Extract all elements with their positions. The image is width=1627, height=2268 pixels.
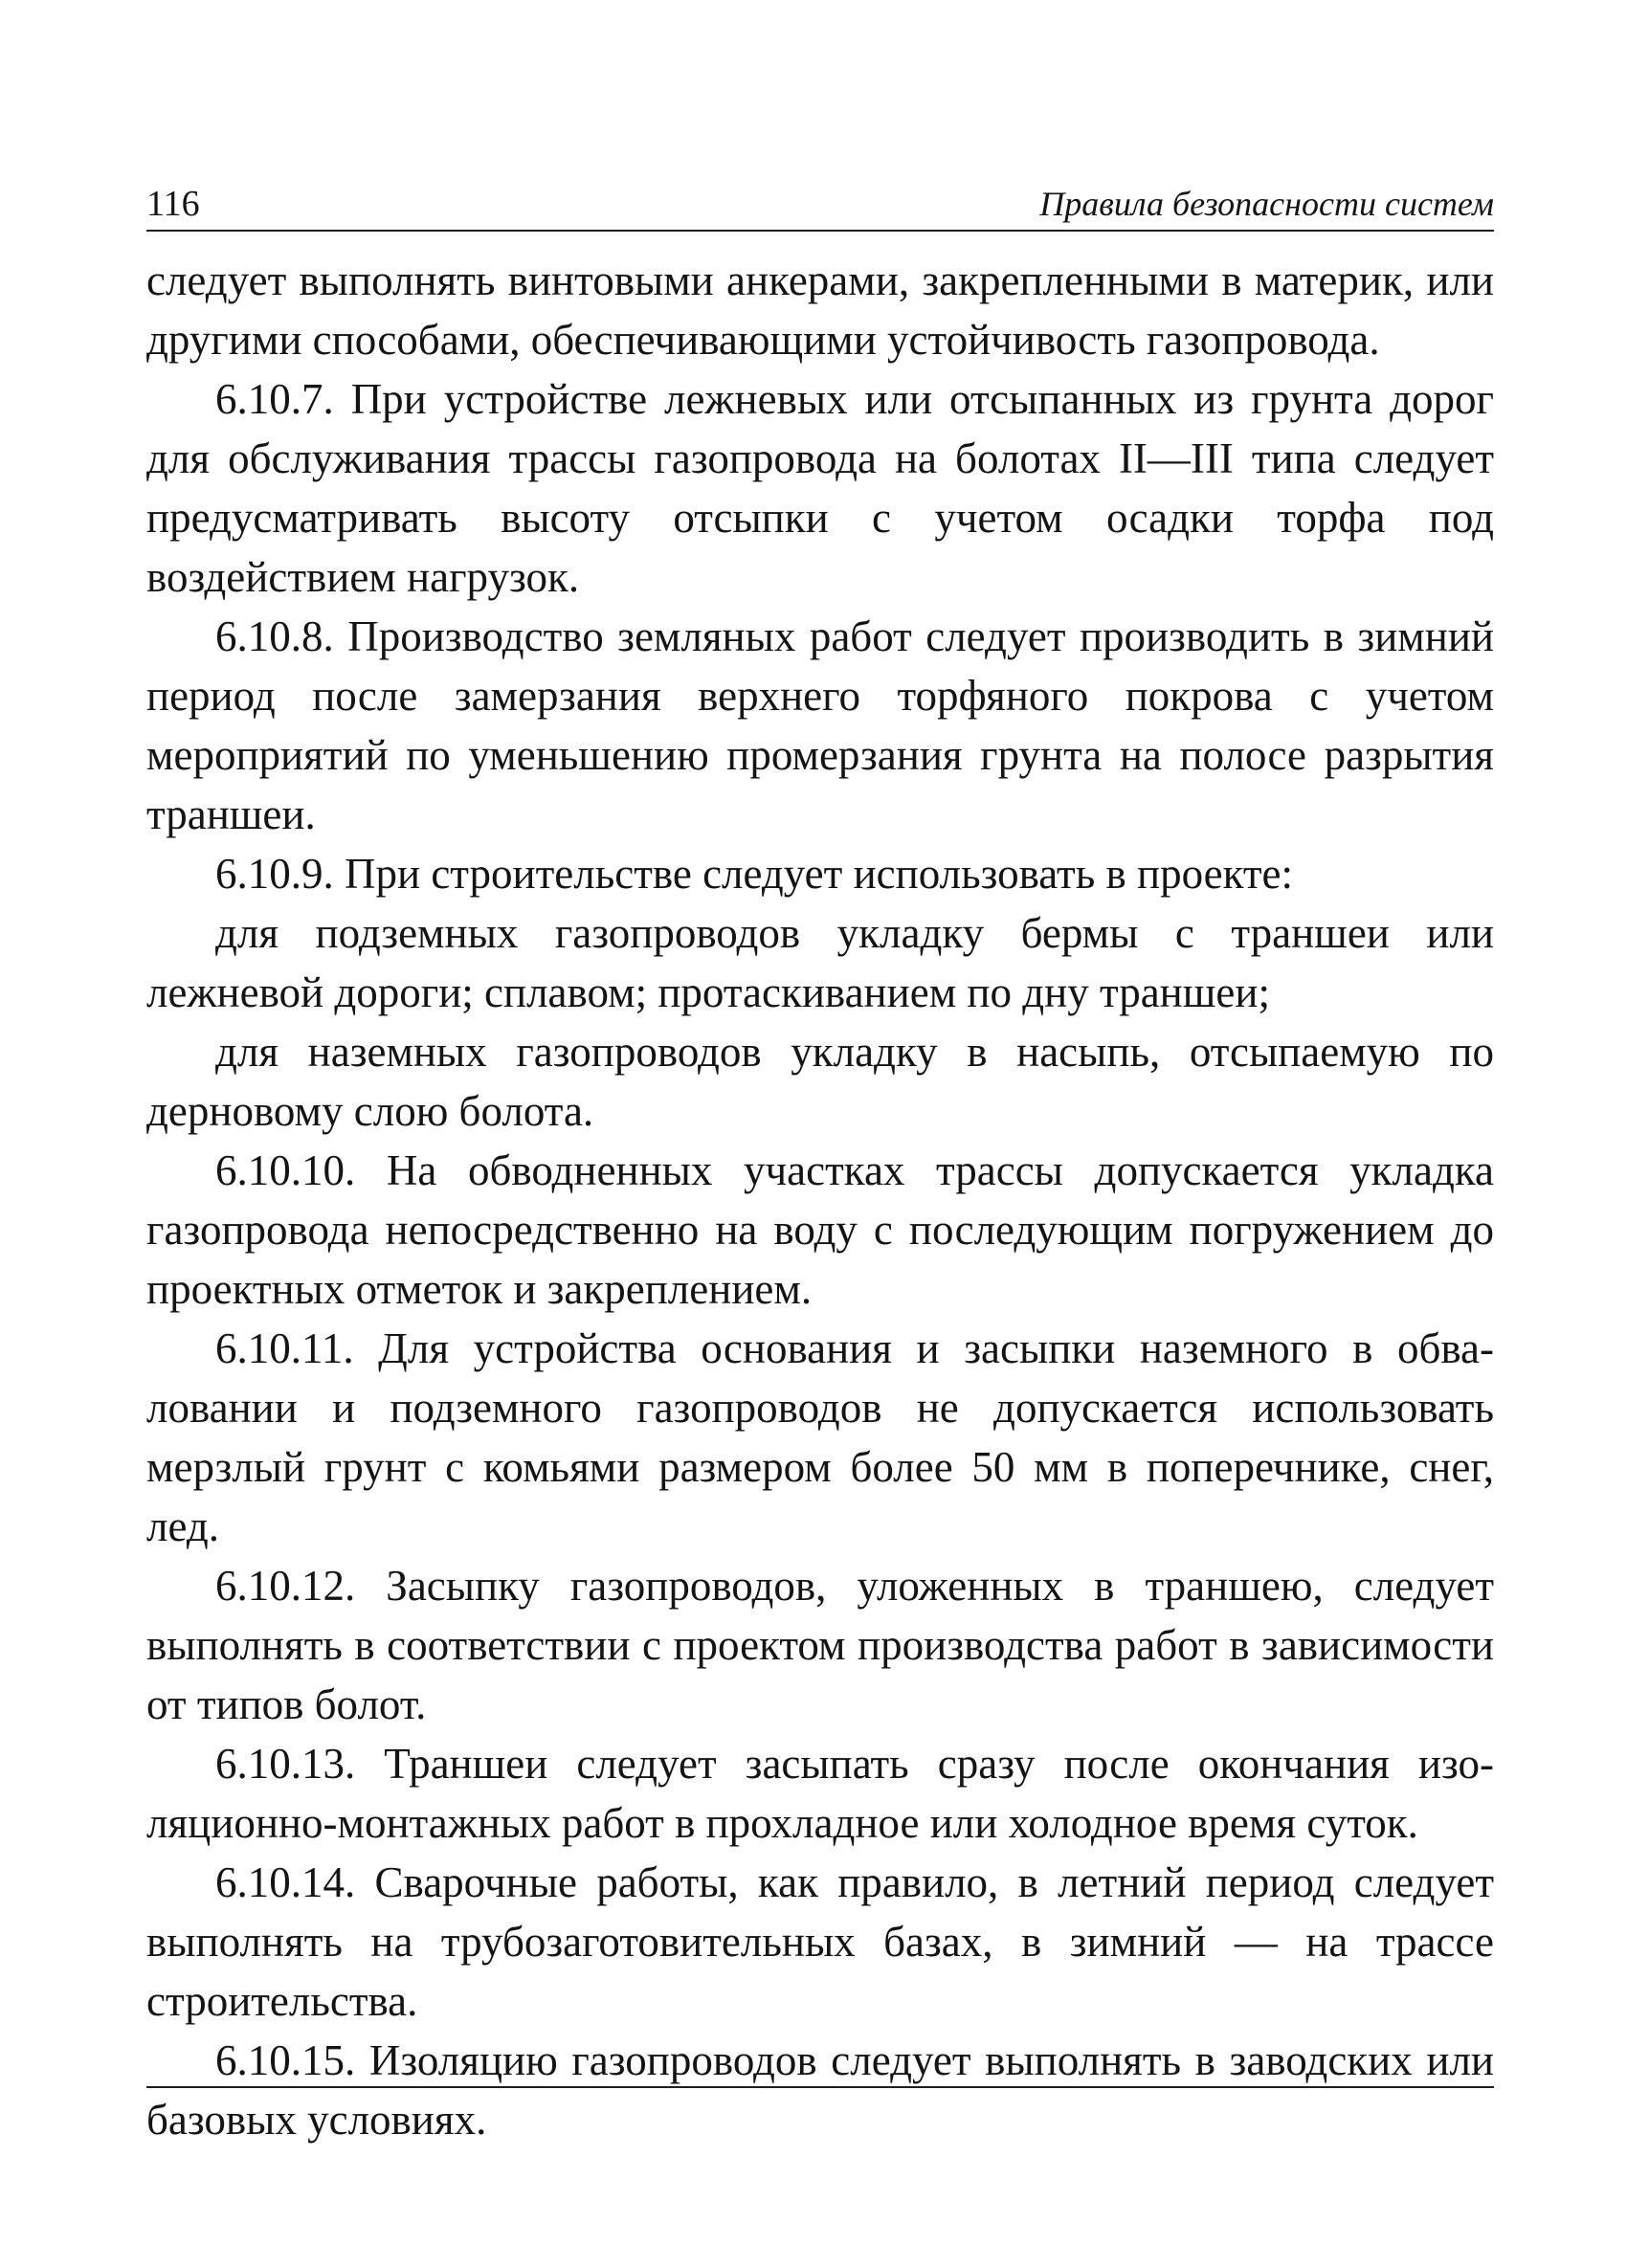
paragraph-6-10-11: 6.10.11. Для устройства основания и засыпки наземного в обваловании и подземного газопроводов не допускается использовать мерзлый грунт с комьями размером более 50 мм в поперечнике, снег, лед. bbox=[146, 1324, 1494, 1550]
paragraph-6-10-10: 6.10.10. На обводненных участках трассы допускается укладка газопровода непосредственно на воду с последующим погружением до проектных отметок и закреплением. bbox=[146, 1146, 1494, 1313]
paragraph-6-10-13: 6.10.13. Траншеи следует засыпать сразу после окончания изоляционно-монтажных работ в прохладное или холодное время суток. bbox=[146, 1740, 1494, 1847]
paragraph-6-10-9: 6.10.9. При строительстве следует использовать в проекте: bbox=[215, 850, 1294, 898]
paragraph-6-10-7: 6.10.7. При устройстве лежневых или отсыпанных из грунта дорог для обслуживания трассы газопровода на болотах II—III типа следует предусматривать высоту отсыпки с учетом осадки торфа под воздействием нагрузок. bbox=[146, 375, 1494, 601]
paragraph-6-10-14: 6.10.14. Сварочные работы, как правило, в летний период следует выполнять на трубозаготовительных базах, в зимний — на трассе строительства. bbox=[146, 1858, 1494, 2025]
paragraph-ground-pipelines: для наземных газопроводов укладку в насыпь, отсыпаемую по дерновому слою болота. bbox=[146, 1028, 1494, 1135]
footer-rule bbox=[146, 2086, 1494, 2088]
body-text bbox=[146, 251, 1494, 2149]
running-header bbox=[146, 180, 1494, 237]
paragraph-6-10-15: 6.10.15. Изоляцию газопроводов следует выполнять в заводских или базовых условиях. bbox=[146, 2036, 1494, 2144]
paragraph-6-10-8: 6.10.8. Производство земляных работ следует производить в зимний период после замерзания верхнего торфяного покрова с учетом мероприятий по уменьшению промерзания грунта на полосе разрытия траншеи. bbox=[146, 612, 1494, 838]
header-rule bbox=[146, 230, 1494, 232]
paragraph-6-10-12: 6.10.12. Засыпку газопроводов, уложенных в траншею, следует выполнять в соответствии с проектом производства работ в зависимости от типов болот. bbox=[146, 1562, 1494, 1728]
paragraph-continued: следует выполнять винтовыми анкерами, закрепленными в материк, или другими способами, обеспечивающими устойчивость газопровода. bbox=[146, 256, 1494, 364]
paragraph-underground-pipelines: для подземных газопроводов укладку бермы с траншеи или лежневой дороги; сплавом; протаскиванием по дну траншеи; bbox=[146, 909, 1494, 1016]
page-number: 116 bbox=[146, 184, 200, 224]
running-title: Правила безопасности систем bbox=[1039, 185, 1494, 223]
